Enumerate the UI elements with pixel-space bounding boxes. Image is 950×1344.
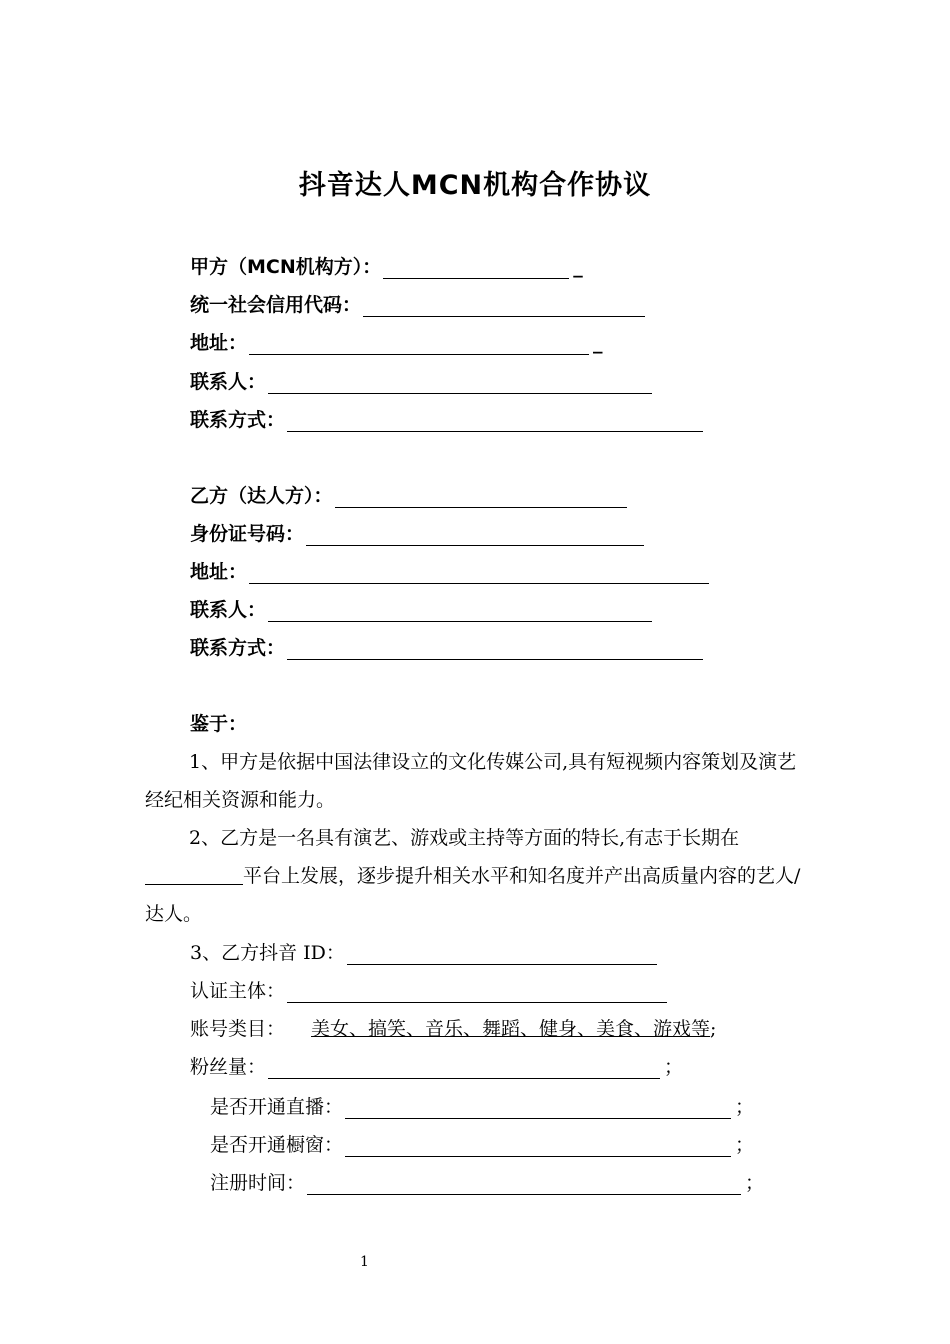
whereas-item-2-part1: 2、乙方是一名具有演艺、游戏或主持等方面的特长,有志于长期在 (189, 827, 740, 849)
category-end: ; (710, 1018, 717, 1040)
party-b-contact-label: 联系人： (190, 599, 267, 621)
douyin-id-blank[interactable] (347, 942, 657, 965)
category-row (190, 1013, 716, 1045)
reg-label: 注册时间： (210, 1172, 306, 1194)
party-a-address-trail: _ (593, 332, 603, 354)
party-b-method-blank[interactable] (287, 637, 703, 660)
category-value: 美女、搞笑、音乐、舞蹈、健身、美食、游戏等 (311, 1018, 711, 1040)
live-label: 是否开通直播： (210, 1096, 344, 1118)
party-a-credit-blank[interactable] (363, 294, 645, 317)
party-b-method-row (190, 632, 703, 664)
category-label: 账号类目： (190, 1018, 286, 1040)
party-a-contact-label: 联系人： (190, 371, 267, 393)
window-blank[interactable] (345, 1134, 731, 1157)
party-a-address-blank[interactable] (249, 332, 589, 355)
party-b-address-label: 地址： (190, 561, 248, 583)
whereas-item-1: 1、甲方是依据中国法律设立的文化传媒公司,具有短视频内容策划及演艺经纪相关资源和能力。 (145, 751, 797, 811)
page-number: 1 (360, 1254, 369, 1270)
whereas-item-2 (145, 819, 805, 933)
douyin-id-label: 3、乙方抖音 ID： (190, 942, 345, 964)
reg-end: ； (745, 1172, 765, 1194)
platform-blank[interactable] (145, 862, 243, 885)
party-a-name-label: 甲方（MCN机构方）： (190, 256, 382, 278)
party-b-name-label: 乙方（达人方）： (190, 485, 333, 507)
party-b-address-blank[interactable] (249, 561, 709, 584)
fans-label: 粉丝量： (190, 1056, 267, 1078)
live-row (210, 1091, 754, 1123)
party-a-name-blank[interactable] (383, 256, 569, 279)
party-b-contact-blank[interactable] (268, 599, 652, 622)
douyin-id-row (190, 937, 657, 969)
party-b-id-blank[interactable] (306, 523, 644, 546)
document-title: 抖音达人MCN机构合作协议 (298, 170, 652, 201)
fans-blank[interactable] (268, 1056, 660, 1079)
party-a-method-row (190, 404, 703, 436)
live-end: ； (735, 1096, 755, 1118)
party-a-credit-label: 统一社会信用代码： (190, 294, 362, 316)
party-b-id-row (190, 518, 644, 550)
party-b-id-label: 身份证号码： (190, 523, 305, 545)
whereas-heading: 鉴于： (190, 713, 248, 735)
fans-row (190, 1051, 683, 1083)
cert-blank[interactable] (287, 980, 667, 1003)
cert-label: 认证主体： (190, 980, 286, 1002)
party-a-address-row (190, 327, 603, 359)
party-a-name-trail: _ (573, 256, 583, 278)
reg-row (210, 1167, 764, 1199)
window-label: 是否开通橱窗： (210, 1134, 344, 1156)
whereas-item-2-part2: 平台上发展，逐步提升相关水平和知名度并产出高质量内容的艺人/达人。 (145, 865, 801, 925)
live-blank[interactable] (345, 1096, 731, 1119)
reg-blank[interactable] (307, 1172, 741, 1195)
party-b-name-blank[interactable] (335, 485, 627, 508)
party-b-name-row (190, 480, 627, 512)
party-b-address-row (190, 556, 709, 588)
cert-row (190, 975, 667, 1007)
fans-end: ； (664, 1056, 684, 1078)
party-b-contact-row (190, 594, 652, 626)
window-end: ； (735, 1134, 755, 1156)
party-a-address-label: 地址： (190, 332, 248, 354)
party-a-contact-blank[interactable] (268, 371, 652, 394)
party-b-method-label: 联系方式： (190, 637, 286, 659)
party-a-credit-row (190, 289, 645, 321)
party-a-method-blank[interactable] (287, 409, 703, 432)
party-a-contact-row (190, 366, 652, 398)
party-a-method-label: 联系方式： (190, 409, 286, 431)
party-a-name-row (190, 251, 583, 283)
window-row (210, 1129, 754, 1161)
